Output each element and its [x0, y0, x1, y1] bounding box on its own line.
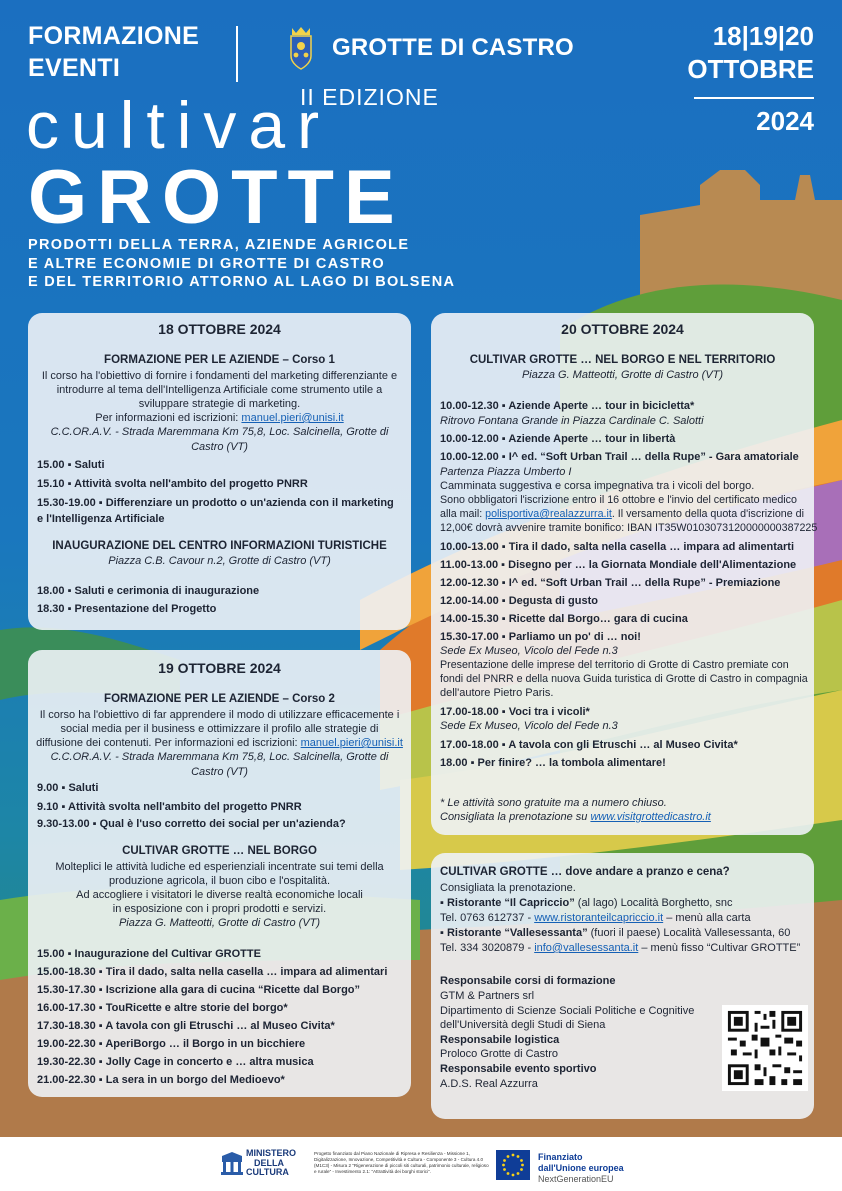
day20-item: 18.00 ▪ Per finire? … la tombola alimentare! — [440, 757, 666, 769]
day18-place: C.C.OR.A.V. - Strada Maremmana Km 75,8, Loc. Salcinella, Grotte di Castro (VT) — [50, 426, 389, 453]
day19-item: 9.30-13.00 ▪ Qual è l'uso corretto dei social per un'azienda? — [37, 818, 346, 830]
day18-item-cont: e l'Intelligenza Artificiale — [37, 513, 165, 525]
polisportiva-email-link[interactable]: polisportiva@realazzurra.it — [485, 508, 612, 520]
day20-item: 17.00-18.00 ▪ Voci tra i vicoli* — [440, 706, 590, 718]
day20-iban: 12,00€ dovrà avvenire tramite bonifico: IBAN IT35W0103073120000000387225 — [440, 522, 818, 534]
day19-item: 17.30-18.30 ▪ A tavola con gli Etruschi … al Museo Civita* — [37, 1020, 335, 1032]
day19-panel — [28, 650, 411, 1097]
dates-divider — [694, 97, 814, 99]
day19-heading: 19 OTTOBRE 2024 — [158, 660, 281, 676]
day20-title: CULTIVAR GROTTE … NEL BORGO E NEL TERRITORIO — [469, 354, 776, 366]
resp-training-3: dell'Università degli Studi di Siena — [440, 1019, 606, 1031]
day18-desc3: sviluppare strategie di marketing. — [138, 398, 301, 410]
day20-desc: alla mail: polisportiva@realazzurra.it. Il versamento della quota d'iscrizione di — [440, 508, 804, 520]
day19-desc1: Il corso ha l'obiettivo di far apprendere il modo di utilizzare efficacemente i — [39, 709, 400, 721]
resp-training-2: Dipartimento di Scienze Sociali Politiche e Cognitive — [440, 1005, 695, 1017]
day20-desc: Sono obbligatori l'iscrizione entro il 16 ottobre e l'invio del certificato medico — [440, 494, 797, 506]
day19-place: C.C.OR.A.V. - Strada Maremmana Km 75,8, Loc. Salcinella, Grotte di Castro (VT) — [50, 751, 389, 778]
day20-item-place: Ritrovo Fontana Grande in Piazza Cardinale C. Salotti — [440, 415, 704, 427]
day20-desc: Camminata suggestiva e corsa impegnativa tra i vicoli del borgo. — [440, 480, 755, 492]
restaurant-2: ▪ Ristorante “Vallesessanta” (fuori il paese) Località Vallesessanta, 60 — [440, 927, 791, 939]
day20-desc: Presentazione delle imprese del territorio di Grotte di Castro premiate con — [440, 659, 789, 671]
day19-item: 15.30-17.30 ▪ Iscrizione alla gara di cucina “Ricette dal Borgo” — [37, 984, 361, 996]
day19-item: 15.00-18.30 ▪ Tira il dado, salta nella casella … impara ad alimentari — [37, 966, 388, 978]
qr-code[interactable] — [722, 1005, 808, 1091]
edition-label: II EDIZIONE — [300, 84, 439, 110]
restaurant-1-contact: Tel. 0763 612737 - www.ristoranteilcapriccio.it – menù alla carta — [440, 912, 751, 924]
day19-borgo2: produzione agricola, il buon cibo e l'ospitalità. — [108, 875, 330, 887]
restaurant-1: ▪ Ristorante “Il Capriccio” (al lago) Località Borghetto, snc — [440, 897, 733, 909]
food-title: CULTIVAR GROTTE … dove andare a pranzo e cena? — [440, 866, 730, 878]
qr-code-icon — [722, 1005, 808, 1091]
resp-sport: A.D.S. Real Azzurra — [440, 1078, 538, 1090]
day19-desc3: diffusione dei contenuti. Per informazioni ed iscrizioni: manuel.pieri@unisi.it — [36, 737, 403, 749]
day18-info-label: Per informazioni ed iscrizioni: — [95, 412, 242, 424]
resp-sport-title: Responsabile evento sportivo — [440, 1063, 597, 1075]
day18-course-title: FORMAZIONE PER LE AZIENDE – Corso 1 — [104, 354, 335, 366]
day18-desc2: introdurre al tema dell'Intelligenza Artificiale come strumento utile a — [56, 384, 383, 396]
subtitle-line3: E DEL TERRITORIO ATTORNO AL LAGO DI BOLSENA — [28, 274, 456, 290]
day20-item: 10.00-12.30 ▪ Aziende Aperte … tour in bicicletta* — [440, 400, 695, 412]
resp-training-title: Responsabile corsi di formazione — [440, 975, 616, 987]
day19-item: 9.10 ▪ Attività svolta nell'ambito del progetto PNRR — [37, 801, 302, 813]
day18-item: 15.30-19.00 ▪ Differenziare un prodotto o un'azienda con il marketing — [37, 497, 394, 509]
food-sub: Consigliata la prenotazione. — [440, 882, 576, 894]
day20-note1: * Le attività sono gratuite ma a numero chiuso. — [440, 797, 667, 809]
day20-heading: 20 OTTOBRE 2024 — [561, 321, 684, 337]
subtitle-line2: E ALTRE ECONOMIE DI GROTTE DI CASTRO — [28, 255, 385, 272]
day19-borgo-title: CULTIVAR GROTTE … NEL BORGO — [122, 845, 317, 857]
day18-item: 18.30 ▪ Presentazione del Progetto — [37, 603, 217, 615]
day20-desc: dell'autore Pietro Paris. — [440, 687, 554, 699]
vallesessanta-email-link[interactable]: info@vallesessanta.it — [534, 942, 639, 954]
day18-email-link[interactable]: manuel.pieri@unisi.it — [241, 412, 344, 424]
day19-item: 19.30-22.30 ▪ Jolly Cage in concerto e … altra musica — [37, 1056, 314, 1068]
day18-item: 15.10 ▪ Attività svolta nell'ambito del progetto PNRR — [37, 478, 308, 490]
day20-panel — [431, 313, 818, 835]
day18-heading: 18 OTTOBRE 2024 — [158, 321, 281, 337]
title-cultivar: cultivar — [26, 88, 332, 162]
day19-borgo4: in esposizione con i propri prodotti e servizi. — [112, 903, 327, 915]
visit-website-link[interactable]: www.visitgrottedicastro.it — [590, 811, 711, 823]
resp-logistics: Proloco Grotte di Castro — [440, 1048, 558, 1060]
day20-item: 12.00-14.00 ▪ Degusta di gusto — [440, 595, 598, 607]
event-days: 18|19|20 — [712, 21, 814, 51]
resp-training-1: GTM & Partners srl — [440, 990, 535, 1002]
day19-borgo1: Molteplici le attività ludiche ed esperienziali incentrate sui temi della — [55, 861, 384, 873]
day18-desc1: Il corso ha l'obiettivo di fornire i fondamenti del marketing differenziante e — [41, 370, 398, 382]
day19-item: 21.00-22.30 ▪ La sera in un borgo del Medioevo* — [37, 1074, 285, 1086]
header-left-line1: FORMAZIONE — [28, 22, 200, 50]
resp-logistics-title: Responsabile logistica — [440, 1034, 560, 1046]
header-divider — [236, 26, 238, 82]
eu-funding-label: Finanziato dall'Unione europea NextGenerationEU — [538, 1152, 624, 1184]
eu-flag-icon — [496, 1150, 530, 1180]
day20-desc: fondi del PNRR e della nuova Guida turistica di Grotte di Castro in compagnia — [440, 673, 808, 685]
day18-panel — [28, 313, 411, 630]
day20-item: 14.00-15.30 ▪ Ricette dal Borgo… gara di cucina — [440, 613, 688, 625]
day18-inaug-place: Piazza C.B. Cavour n.2, Grotte di Castro (VT) — [108, 555, 331, 567]
day19-email-link[interactable]: manuel.pieri@unisi.it — [300, 737, 403, 749]
day20-note2: Consigliata la prenotazione su www.visitgrottedicastro.it — [440, 811, 711, 823]
ministry-name: MINISTERO DELLA CULTURA — [246, 1148, 297, 1177]
funding-text: Progetto finanziato dal Piano Nazionale di Ripresa e Resilienza - Missione 1, Digitalizzazione, Innovazione, Competitività e Cultura - Componente 3 - Cultura 4.0 (M1C3) - Misura 2 “Rigenerazione di piccoli siti culturali, patrimonio culturale, religioso e rurale” - Investimento 2.1: “Attrattività dei borghi storici”. — [314, 1151, 489, 1174]
header-left-line2: EVENTI — [28, 54, 121, 82]
day20-place: Piazza G. Matteotti, Grotte di Castro (VT) — [521, 369, 724, 381]
day18-inaug-title: INAUGURAZIONE DEL CENTRO INFORMAZIONI TURISTICHE — [52, 540, 387, 552]
title-grotte: GROTTE — [28, 155, 405, 240]
day20-item-place: Sede Ex Museo, Vicolo del Fede n.3 — [440, 720, 618, 732]
day20-item: 10.00-13.00 ▪ Tira il dado, salta nella casella … impara ad alimentarti — [440, 541, 795, 553]
day18-item: 15.00 ▪ Saluti — [37, 459, 105, 471]
day20-item: 17.00-18.00 ▪ A tavola con gli Etruschi … al Museo Civita* — [440, 739, 738, 751]
header-organizer — [28, 20, 199, 84]
day20-item: 12.00-12.30 ▪ I^ ed. “Soft Urban Trail … della Rupe” - Premiazione — [440, 577, 781, 589]
day20-item: 11.00-13.00 ▪ Disegno per … la Giornata Mondiale dell'Alimentazione — [440, 559, 797, 571]
day19-course-title: FORMAZIONE PER LE AZIENDE – Corso 2 — [104, 693, 335, 705]
day19-borgo3: Ad accogliere i visitatori le diverse realtà economiche locali — [76, 889, 363, 901]
day19-desc2: social media per il business e ottimizzare il profilo alle strategie di — [60, 723, 379, 735]
day18-info — [36, 411, 403, 426]
restaurant-2-contact: Tel. 334 3020879 - info@vallesessanta.it – menù fisso “Cultivar GROTTE” — [440, 942, 801, 954]
event-year: 2024 — [756, 106, 814, 136]
day20-item: 10.00-12.00 ▪ Aziende Aperte … tour in libertà — [440, 433, 676, 445]
day18-item: 18.00 ▪ Saluti e cerimonia di inaugurazione — [37, 585, 260, 597]
subtitle-line1: PRODOTTI DELLA TERRA, AZIENDE AGRICOLE — [28, 237, 410, 253]
town-name: GROTTE DI CASTRO — [332, 34, 574, 61]
day19-item: 16.00-17.30 ▪ TouRicette e altre storie del borgo* — [37, 1002, 288, 1014]
event-month: OTTOBRE — [687, 54, 814, 84]
event-dates — [687, 20, 814, 86]
day20-item: 15.30-17.00 ▪ Parliamo un po' di … noi! — [440, 631, 641, 643]
town-crest-icon — [288, 26, 314, 70]
day20-item-place: Partenza Piazza Umberto I — [440, 466, 572, 478]
day20-item-place: Sede Ex Museo, Vicolo del Fede n.3 — [440, 645, 618, 657]
event-subtitle — [28, 236, 455, 292]
day19-item: 15.00 ▪ Inaugurazione del Cultivar GROTTE — [37, 948, 261, 960]
ministry-logo-icon — [220, 1150, 244, 1178]
day20-item: 10.00-12.00 ▪ I^ ed. “Soft Urban Trail … della Rupe” - Gara amatoriale — [440, 451, 799, 463]
day19-borgo-place: Piazza G. Matteotti, Grotte di Castro (VT) — [118, 917, 321, 929]
day19-item: 19.00-22.30 ▪ AperiBorgo … il Borgo in un bicchiere — [37, 1038, 306, 1050]
day19-item: 9.00 ▪ Saluti — [37, 782, 99, 794]
capriccio-website-link[interactable]: www.ristoranteilcapriccio.it — [534, 912, 664, 924]
